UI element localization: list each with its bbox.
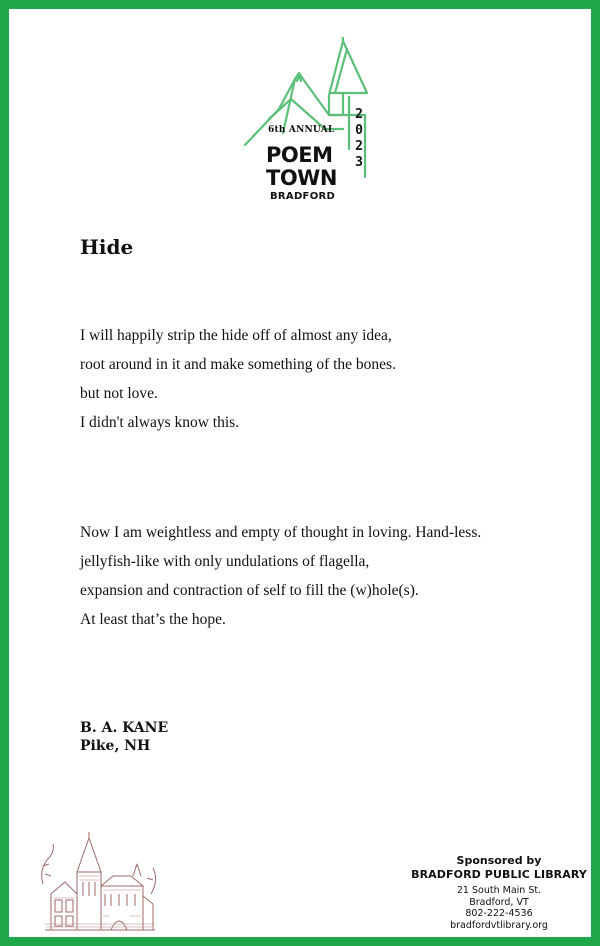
author-name: B. A. KANE <box>80 720 169 736</box>
poem-line: but not love. <box>80 385 158 402</box>
poem-line: jellyfish-like with only undulations of flagella, <box>80 553 370 570</box>
library-building-sketch <box>39 824 159 936</box>
poem-line: root around in it and make something of the bones. <box>80 356 396 373</box>
poem-line: I didn't always know this. <box>80 414 240 431</box>
library-phone: 802-222-4536 <box>465 908 533 919</box>
poem-stanza-1 <box>80 321 396 437</box>
year-digit: 0 <box>355 123 363 138</box>
annual-label: 6th ANNUAL <box>268 125 335 135</box>
year-digit: 2 <box>355 107 363 122</box>
year-digit: 3 <box>355 155 363 170</box>
poem-line: At least that’s the hope. <box>80 611 226 628</box>
sponsored-by-label: Sponsored by <box>456 854 542 867</box>
logo-town-name: BRADFORD <box>270 191 336 202</box>
logo-word-town: TOWN <box>266 166 337 190</box>
year-digit: 2 <box>355 139 363 154</box>
library-name: BRADFORD PUBLIC LIBRARY <box>411 868 587 881</box>
author-block <box>80 719 168 755</box>
poem-title: Hide <box>80 235 134 259</box>
library-city: Bradford, VT <box>469 896 529 908</box>
poem-line: Now I am weightless and empty of thought in loving. Hand-less. <box>80 524 482 541</box>
library-website[interactable]: bradfordvtlibrary.org <box>450 919 548 931</box>
poem-line: expansion and contraction of self to fill the (w)hole(s). <box>80 582 419 599</box>
library-address <box>404 885 594 931</box>
library-street: 21 South Main St. <box>456 885 542 896</box>
poem-stanza-2 <box>80 518 481 634</box>
poem-town-logo <box>239 37 379 207</box>
logo-word-poem: POEM <box>266 143 333 167</box>
logo-year <box>353 107 365 171</box>
poem-line: I will happily strip the hide off of almost any idea, <box>80 327 392 344</box>
author-location: Pike, NH <box>80 738 151 754</box>
sponsor-block <box>404 854 594 931</box>
